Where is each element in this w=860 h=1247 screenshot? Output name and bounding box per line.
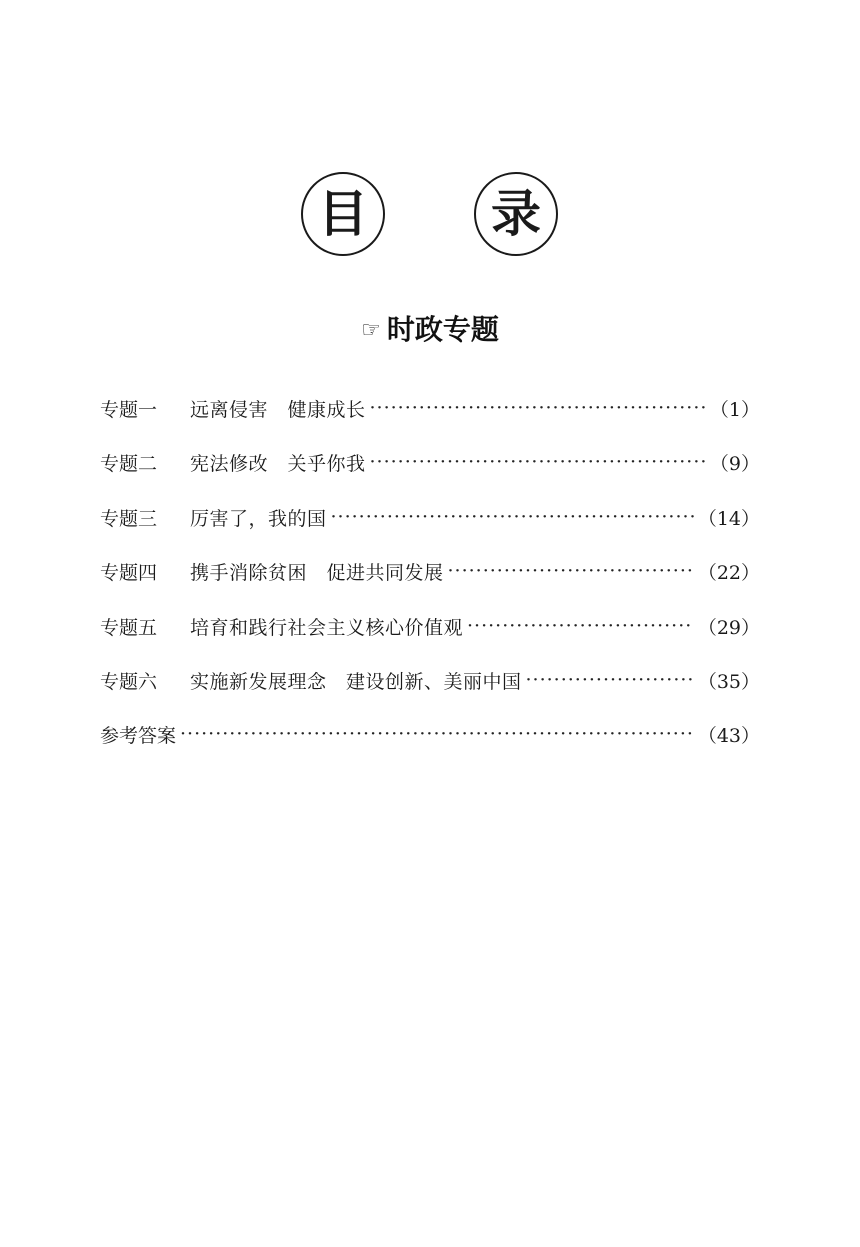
toc-entry-label: 专题二 <box>100 453 158 476</box>
section-heading-text: 时政专题 <box>386 313 499 346</box>
toc-entry-page: （29） <box>697 616 760 639</box>
dot-leader <box>526 658 694 702</box>
toc-entry-answers[interactable] <box>100 714 760 768</box>
toc-entry[interactable] <box>100 606 760 660</box>
dot-leader <box>370 386 706 430</box>
toc-entry[interactable] <box>100 388 760 442</box>
toc-entry-label: 专题五 <box>100 616 158 639</box>
toc-entry-title: 携手消除贫困 促进共同发展 <box>190 562 444 585</box>
section-heading <box>0 308 860 353</box>
toc-entry-label: 专题四 <box>100 562 158 585</box>
toc-entry-title: 培育和践行社会主义核心价值观 <box>190 616 464 639</box>
toc-entry-page: （22） <box>697 562 760 585</box>
table-of-contents <box>100 388 760 769</box>
toc-entry-label: 专题六 <box>100 670 158 693</box>
toc-entry-label: 专题一 <box>100 399 158 421</box>
toc-entry-page: （1） <box>709 399 760 421</box>
toc-entry-label: 专题三 <box>100 507 158 530</box>
toc-entry[interactable] <box>100 660 760 714</box>
title-char-circle-lu: 录 <box>474 172 558 256</box>
toc-entry-page: （35） <box>697 670 760 693</box>
toc-entry[interactable] <box>100 442 760 496</box>
dot-leader <box>448 549 694 593</box>
page-title <box>0 172 860 262</box>
toc-entry-page: （43） <box>697 725 760 748</box>
pointing-hand-icon: ☞ <box>361 318 381 343</box>
toc-entry-title: 实施新发展理念 建设创新、美丽中国 <box>190 670 522 693</box>
toc-entry-page: （9） <box>709 453 760 476</box>
toc-entry-page: （14） <box>697 507 760 530</box>
dot-leader <box>180 712 694 756</box>
dot-leader <box>467 604 694 648</box>
toc-entry[interactable] <box>100 497 760 551</box>
toc-entry-title: 宪法修改 关乎你我 <box>190 453 366 476</box>
toc-entry[interactable] <box>100 551 760 605</box>
toc-entry-title: 远离侵害 健康成长 <box>190 399 366 421</box>
dot-leader <box>370 440 706 484</box>
toc-entry-title: 厉害了，我的国 <box>190 507 327 530</box>
toc-entry-title: 参考答案 <box>100 725 177 748</box>
title-char-circle-mu: 目 <box>301 172 385 256</box>
dot-leader <box>331 495 694 539</box>
